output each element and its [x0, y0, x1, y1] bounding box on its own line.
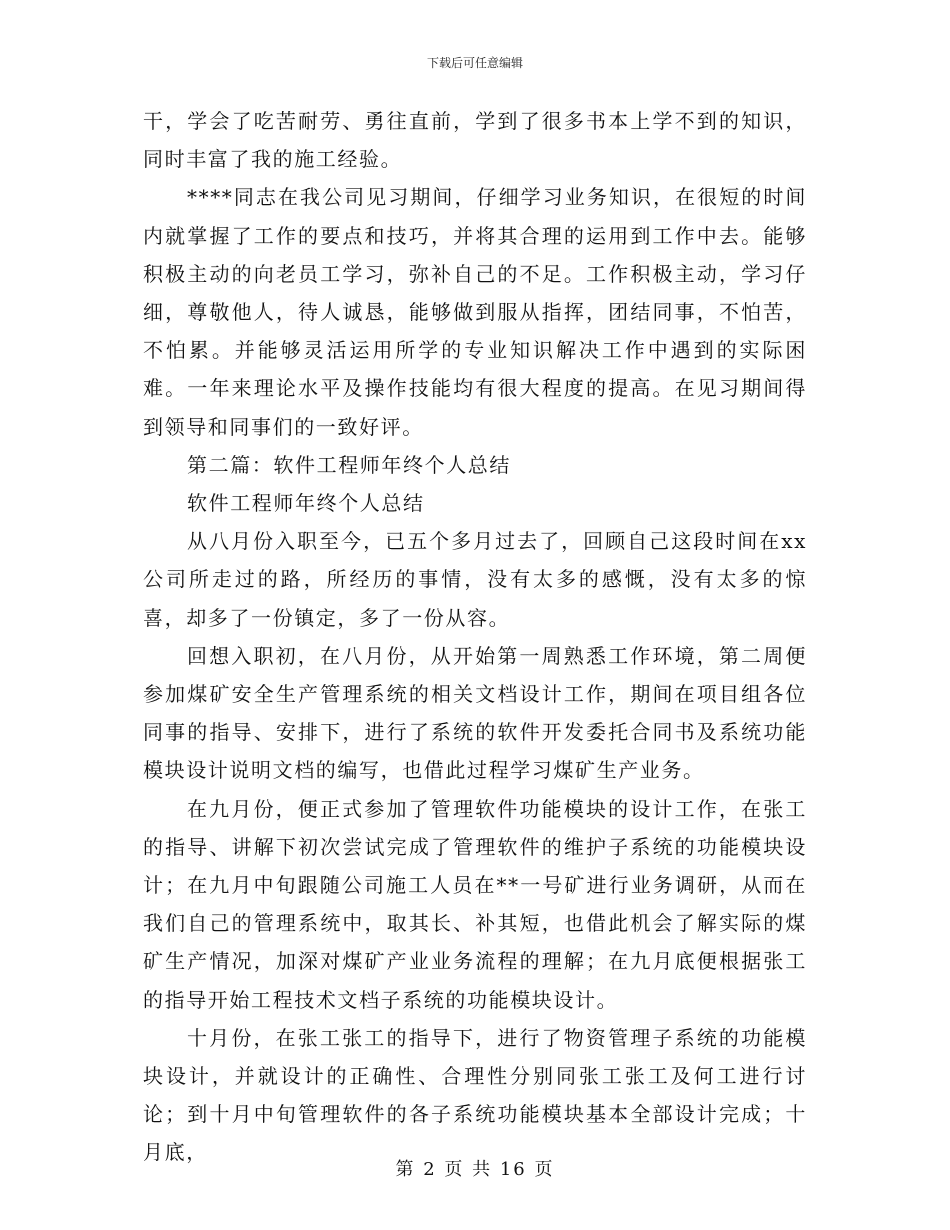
- paragraph-5: 从八月份入职至今，已五个多月过去了，回顾自己这段时间在xx公司所走过的路，所经历的事情，没有太多的感慨，没有太多的惊喜，却多了一份镇定，多了一份从容。: [143, 529, 807, 630]
- section-title: 第二篇：软件工程师年终个人总结: [187, 452, 511, 477]
- summary-title: 软件工程师年终个人总结: [187, 491, 425, 516]
- page-footer: 第 2 页 共 16 页: [395, 1159, 555, 1180]
- paragraph-6: 回想入职初，在八月份，从开始第一周熟悉工作环境，第二周便参加煤矿安全生产管理系统的相关文档设计工作，期间在项目组各位同事的指导、安排下，进行了系统的软件开发委托合同书及系统功能模块设计说明文档的编写，也借此过程学习煤矿生产业务。: [143, 643, 807, 783]
- page-header: 下载后可任意编辑: [426, 56, 523, 70]
- document-body: [143, 102, 807, 1172]
- paragraph-1: 干，学会了吃苦耐劳、勇往直前，学到了很多书本上学不到的知识，同时丰富了我的施工经验。: [143, 109, 807, 172]
- paragraph-2: ****同志在我公司见习期间，仔细学习业务知识，在很短的时间内就掌握了工作的要点和技巧，并将其合理的运用到工作中去。能够积极主动的向老员工学习，弥补自己的不足。工作积极主动，学习仔细，尊敬他人，待人诚恳，能够做到服从指挥，团结同事，不怕苦，不怕累。并能够灵活运用所学的专业知识解决工作中遇到的实际困难。一年来理论水平及操作技能均有很大程度的提高。在见习期间得到领导和同事们的一致好评。: [143, 185, 807, 439]
- paragraph-8: 十月份，在张工张工的指导下，进行了物资管理子系统的功能模块设计，并就设计的正确性、合理性分别同张工张工及何工进行讨论；到十月中旬管理软件的各子系统功能模块基本全部设计完成；十月底，: [143, 1025, 807, 1165]
- paragraph-7: 在九月份，便正式参加了管理软件功能模块的设计工作，在张工的指导、讲解下初次尝试完成了管理软件的维护子系统的功能模块设计；在九月中旬跟随公司施工人员在**一号矿进行业务调研，从而在我们自己的管理系统中，取其长、补其短，也借此机会了解实际的煤矿生产情况，加深对煤矿产业业务流程的理解；在九月底便根据张工的指导开始工程技术文档子系统的功能模块设计。: [143, 796, 807, 1012]
